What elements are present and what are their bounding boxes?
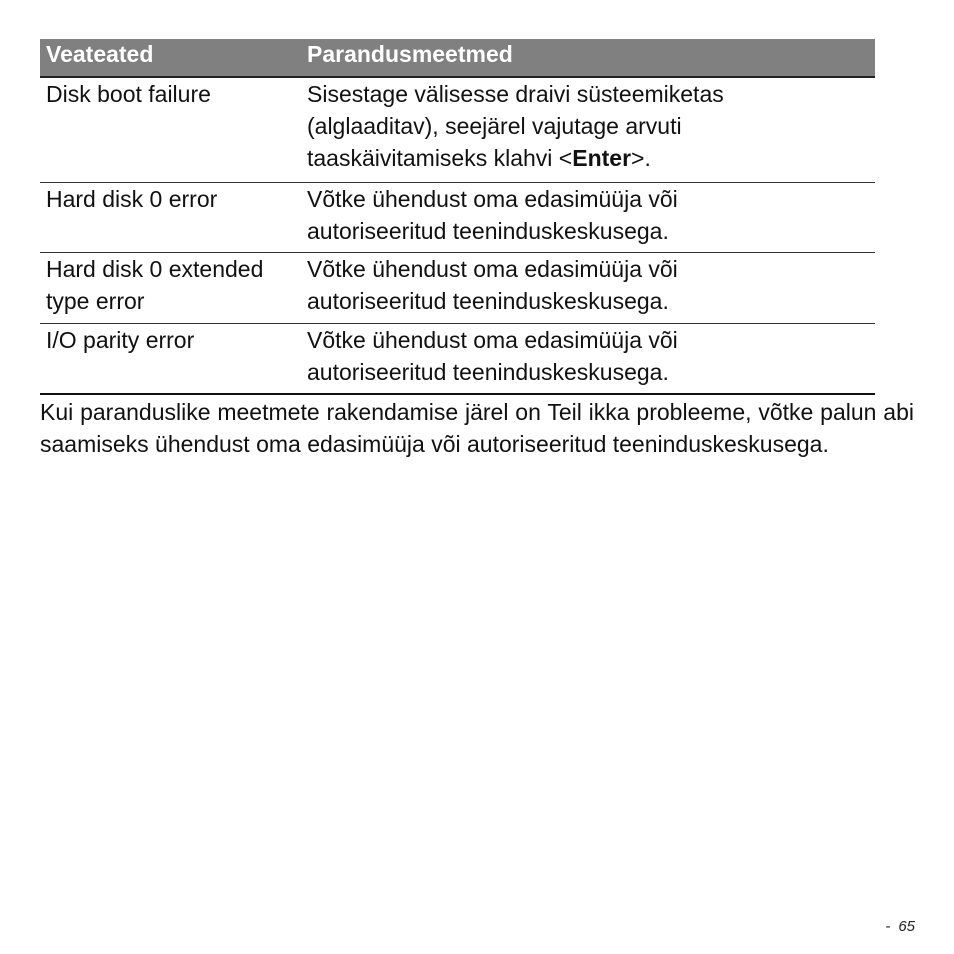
action-line: Võtke ühendust oma edasimüüja või [307, 186, 678, 212]
error-message-cell: Disk boot failure [40, 77, 301, 183]
header-corrective-actions: Parandusmeetmed [301, 39, 875, 77]
table-row [40, 324, 875, 395]
action-line: Sisestage välisesse draivi süsteemiketas [307, 81, 724, 107]
page-footer [885, 918, 915, 935]
action-line: autoriseeritud teeninduskeskusega. [307, 288, 669, 314]
table-row [40, 253, 875, 324]
table-row [40, 77, 875, 183]
table-row [40, 183, 875, 253]
table-header-row [40, 39, 875, 77]
page-number: 65 [898, 918, 915, 935]
action-line-suffix: >. [631, 145, 651, 171]
error-message-cell: Hard disk 0 error [40, 183, 301, 253]
corrective-action-cell [301, 77, 875, 183]
action-line: autoriseeritud teeninduskeskusega. [307, 218, 669, 244]
corrective-action-cell [301, 253, 875, 324]
error-line: type error [46, 288, 145, 314]
enter-key-label: Enter [572, 145, 632, 171]
header-error-messages: Veateated [40, 39, 301, 77]
error-line: Hard disk 0 extended [46, 256, 264, 282]
footer-dash: - [885, 918, 891, 935]
corrective-action-cell [301, 324, 875, 395]
error-message-table [40, 39, 875, 395]
error-message-cell [40, 253, 301, 324]
error-message-cell: I/O parity error [40, 324, 301, 395]
action-line: (alglaaditav), seejärel vajutage arvuti [307, 113, 682, 139]
action-line-prefix: taaskäivitamiseks klahvi < [307, 145, 573, 171]
action-line: Võtke ühendust oma edasimüüja või [307, 256, 678, 282]
action-line: Võtke ühendust oma edasimüüja või [307, 327, 678, 353]
action-line: autoriseeritud teeninduskeskusega. [307, 359, 669, 385]
support-note-paragraph: Kui paranduslike meetmete rakendamise järel on Teil ikka probleeme, võtke palun abi saamiseks ühendust oma edasimüüja või autoriseeritud teeninduskeskusega. [40, 399, 914, 457]
corrective-action-cell [301, 183, 875, 253]
